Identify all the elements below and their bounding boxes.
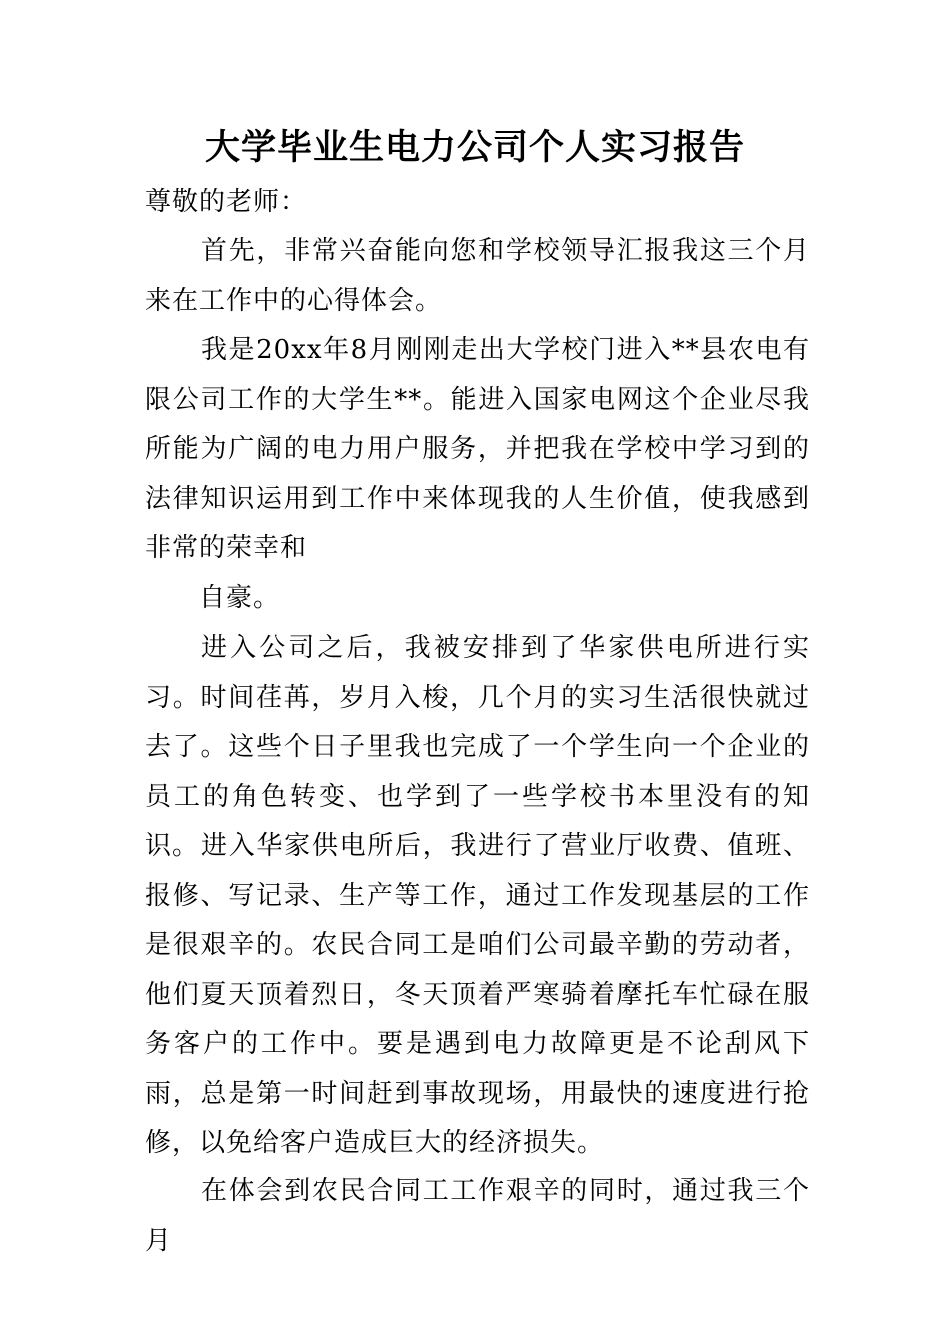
paragraph-5: 在体会到农民合同工工作艰辛的同时，通过我三个月 (145, 1176, 810, 1256)
paragraph-4: 进入华家供电所后，我进行了营业厅收费、值班、报修、写记录、生产等工作，通过工作发现基层的工作是很艰辛的。农民合同工是咱们公司最辛勤的劳动者，他们夏天顶着烈日，冬天顶着严寒骑着摩托车忙碌在服务客户的工作中。要是遇到电力故障更是不论刮风下雨，总是第一时间赶到事故现场，用最快的速度进行抢修，以免给客户造成巨大的经济损失。 (145, 831, 810, 1158)
paragraph-3: 进入公司之后，我被安排到了华家供电所进行实习。时间荏苒，岁月入梭，几个月的实习生活很快就过去了。这些个日子里我也完成了一个学生向一个企业的员工的角色转变、也学到了一些学校书本里没有的知识。 (145, 633, 810, 861)
paragraph-1: 首先，非常兴奋能向您和学校领导汇报我这三个月来在工作中的心得体会。 (145, 236, 810, 316)
salutation: 尊敬的老师： (145, 187, 308, 217)
document-title: 大学毕业生电力公司个人实习报告 (204, 128, 745, 168)
paragraph-continuation: 自豪。 (199, 583, 281, 613)
paragraph-2: 我是20xx年8月刚刚走出大学校门进入**县农电有限公司工作的大学生**。能进入国家电网这个企业尽我所能为广阔的电力用户服务，并把我在学校中学习到的法律知识运用到工作中来体现我的人生价值，使我感到非常的荣幸和 (145, 335, 810, 563)
